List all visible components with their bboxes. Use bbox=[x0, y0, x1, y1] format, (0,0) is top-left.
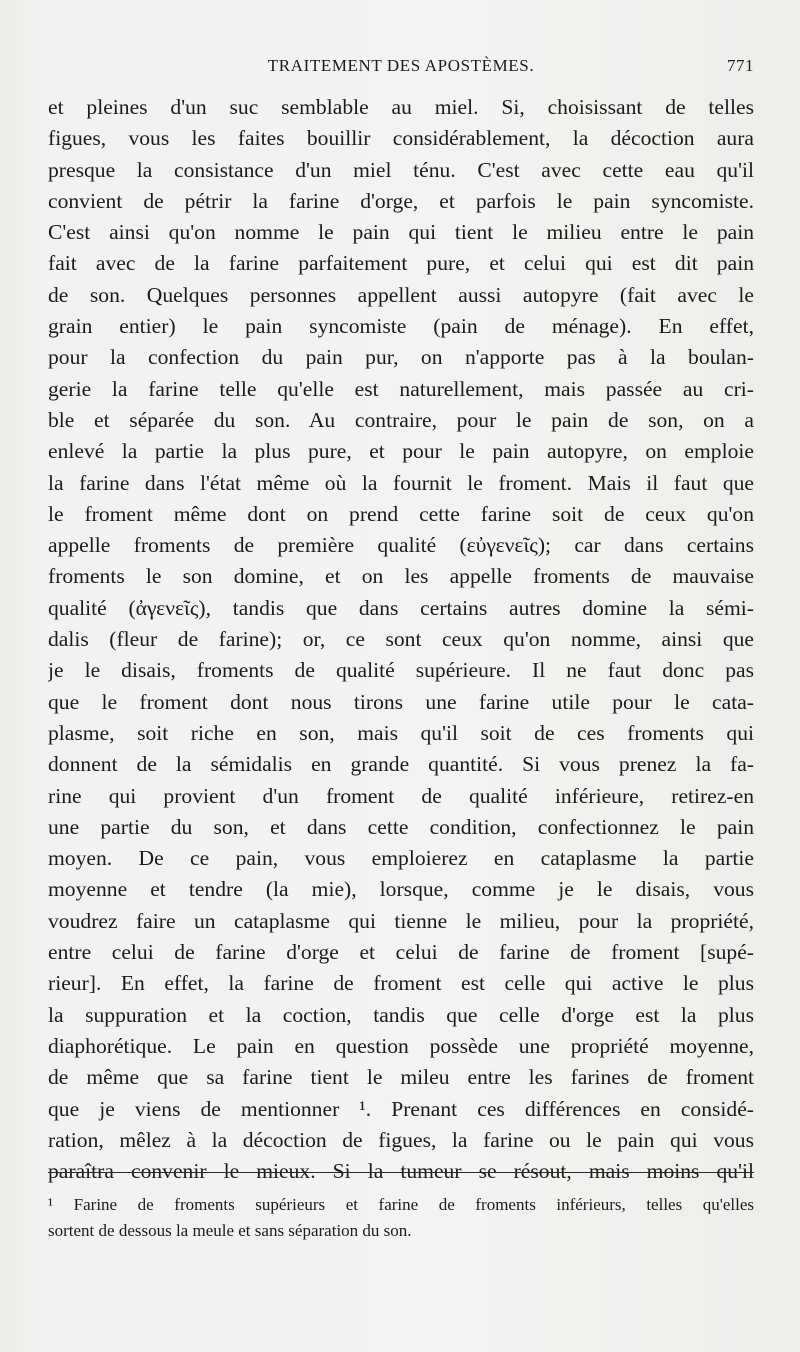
text-line: dalis (fleur de farine); or, ce sont ceux qu'on nomme, ainsi que bbox=[48, 627, 754, 652]
text-line: convient de pétrir la farine d'orge, et parfois le pain syncomiste. bbox=[48, 188, 754, 213]
text-line: et pleines d'un suc semblable au miel. Si, choisissant de telles bbox=[48, 95, 754, 119]
text-line: rieur]. En effet, la farine de froment est celle qui active le plus bbox=[48, 971, 754, 996]
page-number: 771 bbox=[727, 56, 754, 75]
page-header bbox=[48, 56, 754, 82]
text-line: que le froment dont nous tirons une farine utile pour le cata- bbox=[48, 689, 754, 714]
text-line: figues, vous les faites bouillir considérablement, la décoction aura bbox=[48, 126, 754, 151]
footnote-line: sortent de dessous la meule et sans séparation du son. bbox=[48, 1221, 412, 1240]
text-line: enlevé la partie la plus pure, et pour le pain autopyre, on emploie bbox=[48, 439, 754, 464]
text-line: plasme, soit riche en son, mais qu'il soit de ces froments qui bbox=[48, 720, 754, 745]
text-line: diaphorétique. Le pain en question possède une propriété moyenne, bbox=[48, 1033, 754, 1058]
text-line: ration, mêlez à la décoction de figues, la farine ou le pain qui vous bbox=[48, 1127, 754, 1152]
text-line: fait avec de la farine parfaitement pure, et celui qui est dit pain bbox=[48, 251, 754, 276]
text-line: ble et séparée du son. Au contraire, pour le pain de son, on a bbox=[48, 407, 754, 432]
footnote bbox=[48, 1192, 754, 1244]
text-line: une partie du son, et dans cette condition, confectionnez le pain bbox=[48, 814, 754, 839]
text-line: moyen. De ce pain, vous emploierez en cataplasme la partie bbox=[48, 846, 754, 871]
text-line: donnent de la sémidalis en grande quantité. Si vous prenez la fa- bbox=[48, 752, 754, 777]
text-line: froments le son domine, et on les appelle froments de mauvaise bbox=[48, 564, 754, 589]
text-line: gerie la farine telle qu'elle est naturellement, mais passée au cri- bbox=[48, 376, 754, 401]
text-line: pour la confection du pain pur, on n'apporte pas à la boulan- bbox=[48, 345, 754, 370]
text-line: C'est ainsi qu'on nomme le pain qui tient le milieu entre le pain bbox=[48, 220, 754, 245]
text-line: le froment même dont on prend cette farine soit de ceux qu'on bbox=[48, 501, 754, 526]
text-line: que je viens de mentionner ¹. Prenant ces différences en considé- bbox=[48, 1096, 754, 1121]
running-title: TRAITEMENT DES APOSTÈMES. bbox=[267, 56, 535, 75]
text-line: de son. Quelques personnes appellent aussi autopyre (fait avec le bbox=[48, 282, 754, 307]
text-line: paraîtra convenir le mieux. Si la tumeur se résout, mais moins qu'il bbox=[48, 1159, 754, 1184]
footnote-line: ¹ Farine de froments supérieurs et farine de froments inférieurs, telles qu'elles bbox=[48, 1195, 754, 1214]
text-line: la suppuration et la coction, tandis que celle d'orge est la plus bbox=[48, 1002, 754, 1027]
text-line: la farine dans l'état même où la fournit le froment. Mais il faut que bbox=[48, 470, 754, 495]
body-text bbox=[48, 92, 754, 1187]
text-line: rine qui provient d'un froment de qualité inférieure, retirez-en bbox=[48, 783, 754, 808]
text-line: de même que sa farine tient le mileu entre les farines de froment bbox=[48, 1065, 754, 1090]
text-line: voudrez faire un cataplasme qui tienne le milieu, pour la propriété, bbox=[48, 908, 754, 933]
text-line: moyenne et tendre (la mie), lorsque, comme je le disais, vous bbox=[48, 877, 754, 902]
text-line: je le disais, froments de qualité supérieure. Il ne faut donc pas bbox=[48, 658, 754, 683]
text-line: grain entier) le pain syncomiste (pain de ménage). En effet, bbox=[48, 314, 754, 339]
text-line: presque la consistance d'un miel ténu. C'est avec cette eau qu'il bbox=[48, 157, 754, 182]
text-line: appelle froments de première qualité (εὐγενεῖς); car dans certains bbox=[48, 533, 754, 558]
footnote-rule bbox=[48, 1172, 754, 1173]
text-line: qualité (ἀγενεῖς), tandis que dans certains autres domine la sémi- bbox=[48, 595, 754, 620]
text-line: entre celui de farine d'orge et celui de farine de froment [supé- bbox=[48, 940, 754, 965]
